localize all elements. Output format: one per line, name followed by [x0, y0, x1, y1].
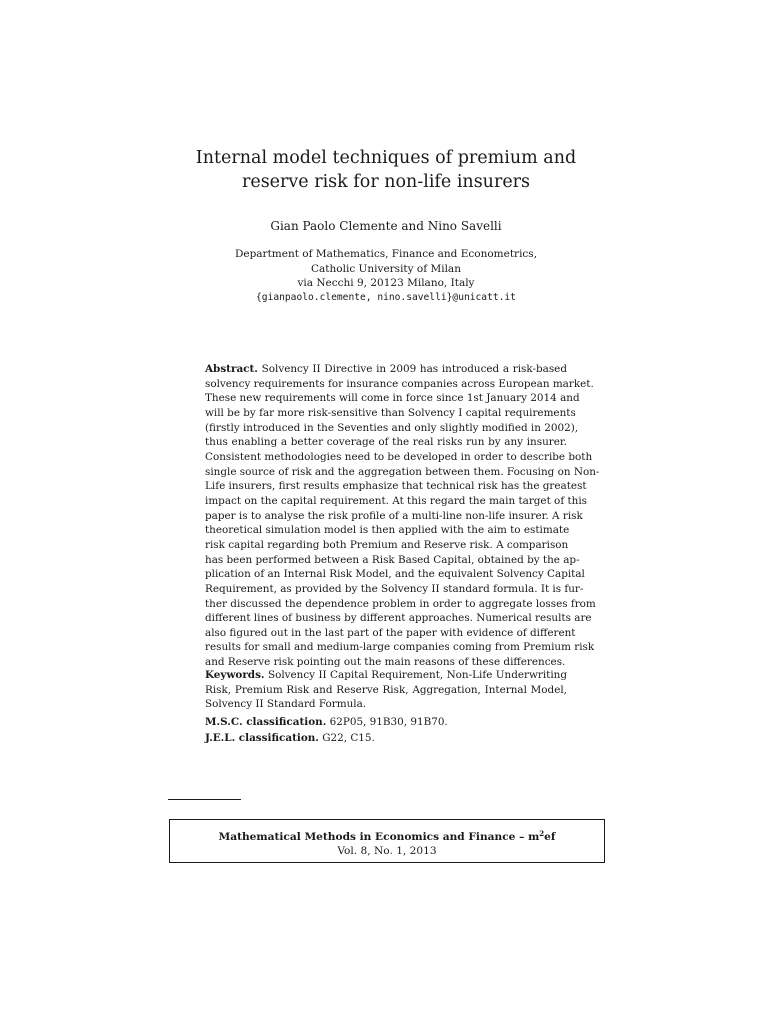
- abstract-line: results for small and medium-large companies coming from Premium risk: [205, 641, 595, 654]
- abstract-line: and Reserve risk pointing out the main reasons of these differences.: [205, 656, 566, 669]
- abstract-line: (firstly introduced in the Seventies and only slightly modified in 2002),: [205, 421, 579, 434]
- title-line-2: reserve risk for non-life insurers: [241, 172, 531, 192]
- msc-classification: [205, 714, 567, 730]
- journal-name-superscript: 2: [539, 829, 545, 838]
- keywords-line: [205, 668, 567, 683]
- affiliation-department: Department of Mathematics, Finance and Econometrics,: [234, 248, 538, 260]
- journal-name-text: Mathematical Methods in Economics and Finance – m: [218, 831, 540, 843]
- abstract-text: Solvency II Directive in 2009 has introduced a risk-based: [261, 363, 567, 375]
- keywords-line: Solvency II Standard Formula.: [205, 698, 367, 711]
- affiliation: [150, 247, 622, 305]
- keywords-text: Solvency II Capital Requirement, Non-Life Underwriting: [267, 669, 567, 681]
- authors: Gian Paolo Clemente and Nino Savelli: [270, 219, 502, 233]
- jel-value: G22, C15.: [322, 732, 375, 744]
- abstract-line: Requirement, as provided by the Solvency II standard formula. It is fur-: [205, 582, 584, 595]
- abstract-line: These new requirements will come in force since 1st January 2014 and: [205, 392, 580, 405]
- abstract-line: Life insurers, first results emphasize that technical risk has the greatest: [205, 480, 587, 493]
- author-emails: {gianpaolo.clemente, nino.savelli}@unicatt.it: [256, 291, 516, 303]
- abstract-line: also figured out in the last part of the paper with evidence of different: [205, 626, 576, 639]
- title-line-1: Internal model techniques of premium and: [195, 148, 577, 168]
- msc-label: M.S.C. classification.: [205, 716, 327, 728]
- abstract-line: Consistent methodologies need to be developed in order to describe both: [205, 450, 593, 463]
- abstract-line: thus enabling a better coverage of the real risks run by any insurer.: [205, 436, 567, 449]
- footnote-rule: [168, 799, 241, 800]
- journal-box: [169, 819, 605, 863]
- abstract-line: [205, 362, 567, 377]
- journal-name-suffix: ef: [544, 831, 556, 843]
- affiliation-address: via Necchi 9, 20123 Milano, Italy: [297, 277, 475, 289]
- affiliation-university: Catholic University of Milan: [311, 262, 461, 275]
- journal-name: [170, 827, 604, 844]
- abstract-line: different lines of business by different approaches. Numerical results are: [205, 612, 592, 625]
- journal-volume: Vol. 8, No. 1, 2013: [337, 845, 437, 857]
- jel-classification: [205, 730, 567, 746]
- abstract-line: theoretical simulation model is then applied with the aim to estimate: [205, 524, 570, 537]
- abstract-line: solvency requirements for insurance companies across European market.: [205, 377, 594, 390]
- keywords-line: Risk, Premium Risk and Reserve Risk, Aggregation, Internal Model,: [205, 683, 567, 696]
- abstract-label: Abstract.: [205, 363, 258, 375]
- abstract-line: paper is to analyse the risk profile of a multi-line non-life insurer. A risk: [205, 509, 583, 522]
- abstract-line: will be by far more risk-sensitive than Solvency I capital requirements: [205, 406, 576, 419]
- keywords-label: Keywords.: [205, 669, 265, 681]
- abstract: [205, 362, 600, 670]
- msc-value: 62P05, 91B30, 91B70.: [329, 716, 448, 728]
- abstract-line: risk capital regarding both Premium and Reserve risk. A comparison: [205, 538, 569, 551]
- paper-title: [150, 146, 622, 194]
- abstract-line: impact on the capital requirement. At this regard the main target of this: [205, 494, 587, 507]
- abstract-line: single source of risk and the aggregation between them. Focusing on Non-: [205, 465, 600, 478]
- abstract-line: ther discussed the dependence problem in order to aggregate losses from: [205, 597, 596, 610]
- jel-label: J.E.L. classification.: [205, 732, 319, 744]
- abstract-line: plication of an Internal Risk Model, and the equivalent Solvency Capital: [205, 568, 585, 581]
- abstract-line: has been performed between a Risk Based Capital, obtained by the ap-: [205, 553, 580, 566]
- keywords: [205, 668, 567, 712]
